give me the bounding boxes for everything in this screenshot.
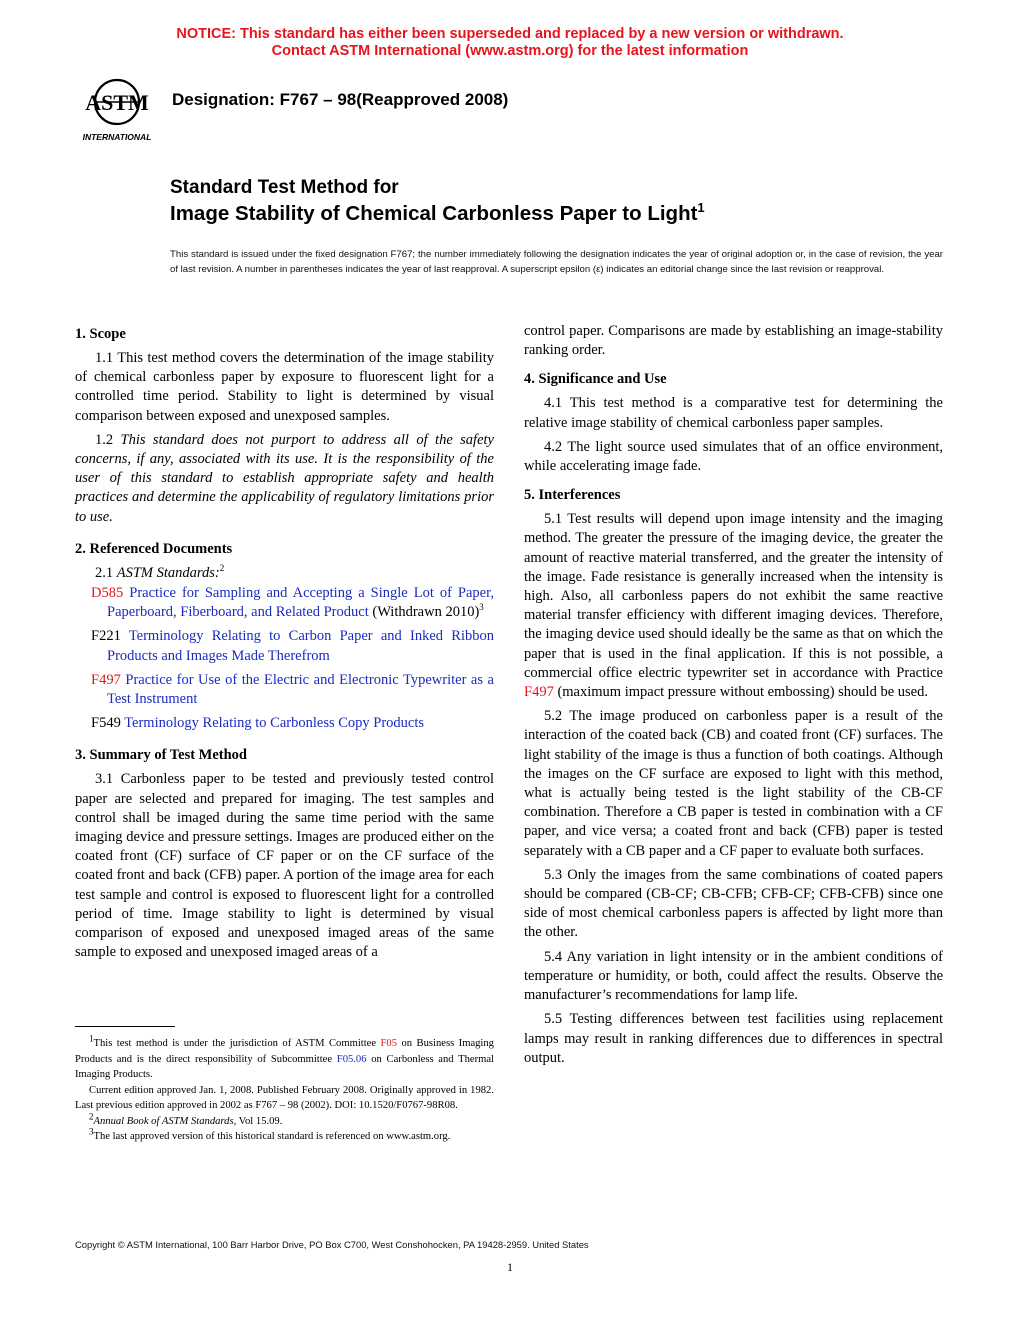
footnote-2 [75, 1110, 494, 1130]
footnote-text: on Business Imaging Products and is the direct responsibility of Subcommittee [75, 1038, 494, 1065]
paragraph-5-1 [524, 510, 943, 702]
paragraph-number: 1.2 [95, 431, 121, 448]
committee-f05-link[interactable]: F05 [380, 1038, 398, 1049]
astm-standards-label: ASTM Standards: [116, 564, 220, 581]
title-line-2 [170, 201, 705, 227]
section-heading-scope: 1. Scope [75, 326, 126, 342]
reference-code[interactable]: F497 [91, 671, 121, 688]
footnote-divider [75, 1026, 175, 1027]
footnotes [75, 1033, 494, 1145]
section-heading-summary: 3. Summary of Test Method [75, 747, 247, 764]
paragraph-4-1: 4.1 This test method is a comparative test for determining the relative image stability of chemical carbonless paper samples. [524, 395, 943, 431]
practice-f497-link[interactable]: F497 [524, 684, 554, 701]
section-heading-interferences: 5. Interferences [524, 487, 621, 504]
footnote-mark: 2 [89, 1110, 94, 1121]
reference-title-link[interactable]: Terminology Relating to Carbonless Copy Products [124, 715, 425, 732]
withdrawal-notice [0, 26, 1020, 60]
astm-logo-text: ASTM [85, 90, 149, 115]
paragraph-5-3: 5.3 Only the images from the same combinations of coated papers should be compared (CB-CF; CB-CFB; CFB-CF; CFB-CFB) since one side of most chemical carbonless papers is affected by light more than the other. [524, 866, 943, 941]
reference-d585[interactable] [75, 584, 494, 622]
footnote-text: , Vol 15.09. [233, 1115, 283, 1127]
reference-code[interactable]: D585 [91, 585, 124, 602]
reference-title-link[interactable]: Terminology Relating to Carbon Paper and Inked Ribbon Products and Images Made Therefrom [107, 628, 494, 664]
footnote-mark: 1 [89, 1033, 94, 1044]
paragraph-5-2: 5.2 The image produced on carbonless paper is a result of the interaction of the coated back (CB) and coated front (CF) surfaces. The light stability of the image is thus a function of both coatings. Although the images on the CF surface are exposed to light with this method, what is actually being tested is the light stability of the CB-CF combination. Therefore a CB paper is tested in combination with a CF paper, and vice versa; a coated front and back (CFB) paper is tested separately with a CB paper and a CF paper to evaluate both surfaces. [524, 708, 943, 859]
notice-line-2: Contact ASTM International (www.astm.org) for the latest information [271, 43, 749, 59]
right-column [524, 322, 943, 1073]
reference-f549[interactable] [75, 714, 494, 733]
footnote-mark: 2 [219, 563, 225, 573]
reference-note: (Withdrawn 2010) [368, 604, 480, 621]
reference-f497[interactable] [75, 671, 494, 709]
left-column [75, 322, 494, 967]
reference-code: F221 [91, 628, 121, 645]
page-number: 1 [507, 1260, 513, 1274]
notice-line-1: NOTICE: This standard has either been superseded and replaced by a new version or withdrawn. [176, 26, 844, 42]
footnote-text: The last approved version of this historical standard is referenced on www.astm.org. [93, 1131, 451, 1142]
issuance-statement: This standard is issued under the fixed designation F767; the number immediately following the designation indicates the year of original adoption or, in the case of revision, the year of last revision. A number in parentheses indicates the year of last reapproval. A superscript epsilon (ε) indicates an editorial change since the last revision or reapproval. [170, 249, 943, 275]
section-heading-significance: 4. Significance and Use [524, 371, 667, 388]
footnote-text: Annual Book of ASTM Standards [93, 1115, 234, 1127]
paragraph-3-1-continued: control paper. Comparisons are made by establishing an image-stability ranking order. [524, 323, 943, 359]
paragraph-1-2 [75, 431, 494, 527]
designation: Designation: F767 – 98(Reapproved 2008) [172, 90, 509, 109]
title-main: Image Stability of Chemical Carbonless Paper to Light [170, 202, 698, 225]
reference-title-link[interactable]: Practice for Use of the Electric and Electronic Typewriter as a Test Instrument [107, 671, 494, 708]
footnote-text: on Carbonless and Thermal Imaging Products. [75, 1053, 494, 1080]
astm-logo-subtitle: INTERNATIONAL [82, 132, 152, 142]
subcommittee-f05-06-link[interactable]: F05.06 [336, 1053, 367, 1065]
title-line-1: Standard Test Method for [170, 177, 399, 198]
footnote-text: This test method is under the jurisdiction of ASTM Committee [93, 1038, 381, 1049]
paragraph-5-4: 5.4 Any variation in light intensity or in the ambient conditions of temperature or humidity, or both, could affect the results. Observe the manufacturer’s recommendations for lamp life. [524, 948, 943, 1004]
paragraph-4-2: 4.2 The light source used simulates that of an office environment, while accelerating image fade. [524, 438, 943, 475]
title-footnote-mark: 1 [697, 200, 705, 216]
paragraph-text: 5.1 Test results will depend upon image intensity and the imaging method. The greater the pressure of the imaging device, the greater the amount of reactive material transferred, and the greater the intensity of the image. Fade resistance is generally increased when the intensity is high. Also, all carbonless papers do not exhibit the same reactive material transfer efficiency with different imaging devices. Therefore, the imaging device used should ideally be the same as that on which the paper that is used in the final application. If this is not possible, a commercial office electric typewriter set in accordance with Practice [524, 511, 943, 681]
footnote-1-edition: Current edition approved Jan. 1, 2008. Published February 2008. Originally approved in 1982. Last previous edition approved in 2002 as F767 – 98 (2002). DOI: 10.1520/F0767-98R08. [75, 1084, 494, 1111]
paragraph-5-5: 5.5 Testing differences between test facilities using replacement lamps may result in ranking differences due to differences in spectral output. [524, 1011, 943, 1066]
footnote-3 [75, 1126, 494, 1145]
astm-logo [74, 74, 160, 144]
paragraph-text: (maximum impact pressure without embossing) should be used. [553, 684, 928, 701]
footnote-1 [75, 1033, 494, 1083]
footnote-mark: 3 [89, 1126, 94, 1137]
paragraph-3-1: 3.1 Carbonless paper to be tested and previously tested control paper are selected and prepared for imaging. The test samples and control shall be imaged during the same time period with the same imaging device and pressure settings. Images are produced either on the coated front (CF) surface of CF paper or on the CF surface of the coated front and back (CFB) paper. A portion of the image area for each test sample and control is exposed to fluorescent light for a controlled period of time. Image stability to light is determined by visual comparison of exposed and unexposed imaged areas of the same sample to exposed and unexposed imaged areas of a [75, 771, 494, 961]
paragraph-number: 2.1 [95, 564, 117, 581]
copyright-line: Copyright © ASTM International, 100 Barr Harbor Drive, PO Box C700, West Conshohocken, PA 19428-2959. United States [75, 1239, 589, 1250]
section-heading-referenced-documents: 2. Referenced Documents [75, 540, 233, 557]
reference-title-link[interactable]: Practice for Sampling and Accepting a Single Lot of Paper, Paperboard, Fiberboard, and Related Product [107, 585, 494, 621]
document-title [170, 175, 705, 227]
safety-statement: This standard does not purport to address all of the safety concerns, if any, associated with its use. It is the responsibility of the user of this standard to establish appropriate safety and health practices and determine the applicability of regulatory limitations prior to use. [75, 431, 494, 525]
paragraph-1-1: 1.1 This test method covers the determination of the image stability of chemical carbonless paper by exposure to fluorescent light for a controlled time period. Stability to light is determined by visual comparison between exposed and unexposed samples. [75, 350, 494, 424]
paragraph-2-1 [75, 564, 494, 583]
reference-f221[interactable] [75, 627, 494, 665]
footnote-mark: 3 [479, 602, 484, 613]
reference-code: F549 [91, 715, 121, 732]
